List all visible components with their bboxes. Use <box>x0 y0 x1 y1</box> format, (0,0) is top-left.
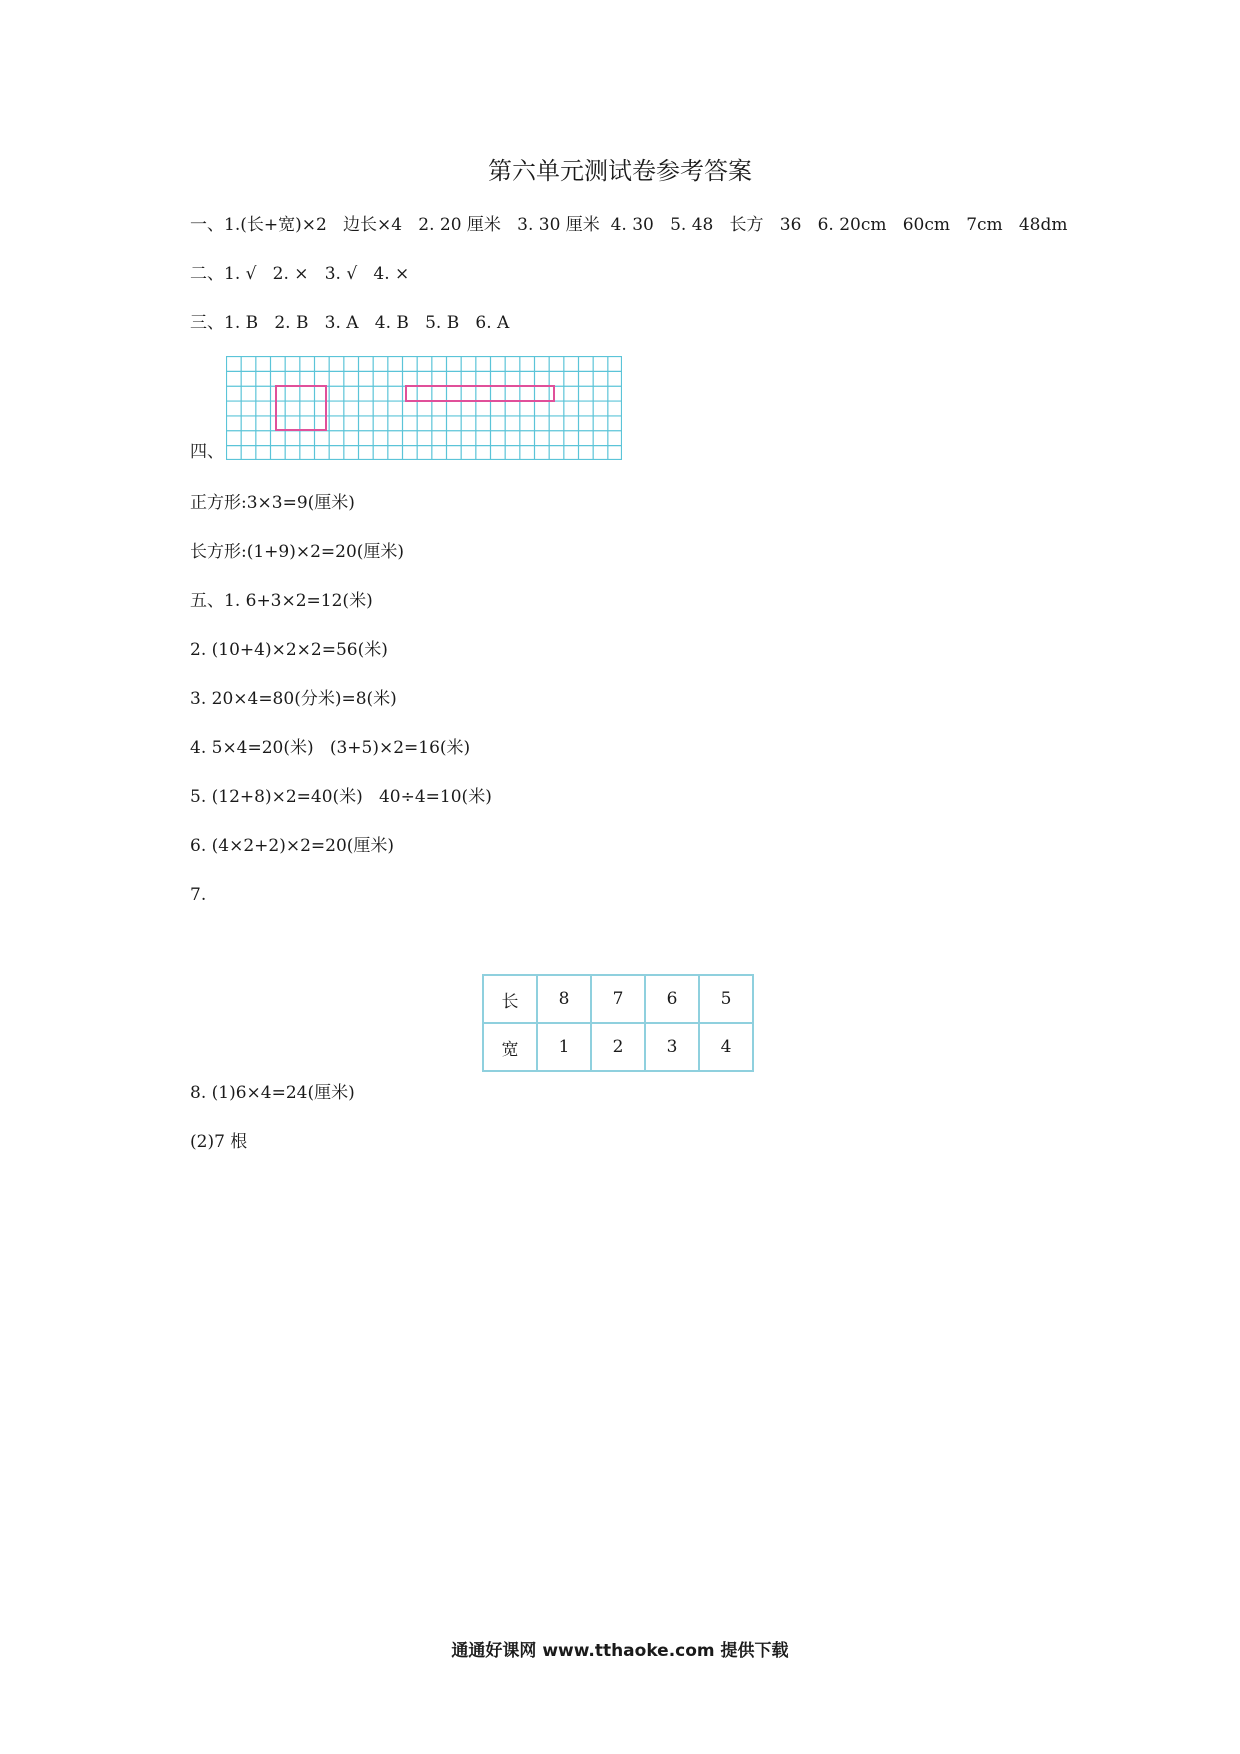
answer-section-1: 一、1.(长+宽)×2 边长×4 2. 20 厘米 3. 30 厘米 4. 30 5. 48 长方 36 6. 20cm 60cm 7cm 48dm <box>190 215 1068 235</box>
table-cell: 8 <box>537 975 591 1023</box>
answer-5-4: 4. 5×4=20(米) (3+5)×2=16(米) <box>190 738 471 758</box>
square-calculation: 正方形:3×3=9(厘米) <box>190 493 355 513</box>
rectangle-calculation: 长方形:(1+9)×2=20(厘米) <box>190 542 405 562</box>
table-cell: 5 <box>699 975 753 1023</box>
table-cell: 宽 <box>483 1023 537 1071</box>
answer-5-5: 5. (12+8)×2=40(米) 40÷4=10(米) <box>190 787 492 807</box>
rectangle-shape <box>406 386 554 401</box>
answer-5-6: 6. (4×2+2)×2=20(厘米) <box>190 836 395 856</box>
table-cell: 3 <box>645 1023 699 1071</box>
answer-section-2: 二、1. √ 2. × 3. √ 4. × <box>190 264 410 284</box>
table-row <box>483 1023 753 1071</box>
table-cell: 4 <box>699 1023 753 1071</box>
table-cell: 长 <box>483 975 537 1023</box>
answer-5-2: 2. (10+4)×2×2=56(米) <box>190 640 388 660</box>
length-width-table <box>482 974 754 1072</box>
answer-section-3: 三、1. B 2. B 3. A 4. B 5. B 6. A <box>190 313 510 333</box>
grid-lines <box>226 356 622 460</box>
table-cell: 2 <box>591 1023 645 1071</box>
answer-8-2: (2)7 根 <box>190 1132 248 1152</box>
answer-5-3: 3. 20×4=80(分米)=8(米) <box>190 689 397 709</box>
table-cell: 7 <box>591 975 645 1023</box>
answer-8-1: 8. (1)6×4=24(厘米) <box>190 1083 355 1103</box>
table-cell: 6 <box>645 975 699 1023</box>
table-row <box>483 975 753 1023</box>
footer-credit: 通通好课网 www.tthaoke.com 提供下载 <box>451 1641 789 1661</box>
answer-5-1: 五、1. 6+3×2=12(米) <box>190 591 373 611</box>
answer-5-7: 7. <box>190 885 207 905</box>
grid-figure <box>226 356 622 460</box>
table-cell: 1 <box>537 1023 591 1071</box>
answer-section-4-label: 四、 <box>190 442 224 462</box>
square-shape <box>276 386 326 430</box>
page-title: 第六单元测试卷参考答案 <box>488 157 752 185</box>
